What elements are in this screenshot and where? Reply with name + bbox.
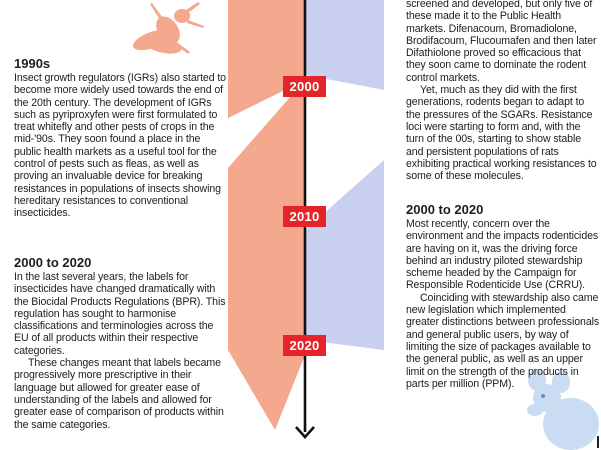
paragraph-legislation: Coinciding with stewardship also came new legislation which implemented greater distinctions between professionals and general public users, by way of limiting the size of packages available to the general public, as well as an upper limit on the strength of the products in parts per million (PPM). [406, 291, 600, 390]
page-edge-mark [597, 436, 599, 448]
year-badge-2000: 2000 [283, 76, 326, 97]
paragraph-resistance: Yet, much as they did with the first generations, rodents began to adapt to the pressures of the SGARs. Resistance loci were starting to form and, with the turn of the 00s, starting to show stable and persistent populations of rats exhibiting practical working resistances to some of these molecules. [406, 84, 597, 183]
left-column [14, 56, 226, 220]
section-heading-2000-2020-rodenticides: 2000 to 2020 [406, 202, 484, 217]
right-column-lower [406, 202, 600, 390]
left-column-lower [14, 255, 226, 431]
paragraph-bpr: In the last several years, the labels for insecticides have changed dramatically with the Biocidal Products Regulations (BPR). This regulation has sought to harmonise classifications and terminologies across the EU of all products within their respective categories. [14, 271, 226, 357]
paragraph-sgar-intro: screened and developed, but only five of these made it to the Public Health markets. Difenacoum, Bromadiolone, Brodifacoum, Flucoumafen and then later Difathiolone proved so efficacious that they soon came to dominate the rodent control markets. [406, 0, 597, 84]
section-heading-2000-2020-insecticides: 2000 to 2020 [14, 255, 92, 270]
right-column [406, 0, 600, 182]
paragraph-labels: These changes meant that labels became progressively more prescriptive in their language but allowed for greater ease of understanding of the labels and allowed for greater ease of comparison of products within the same categories. [14, 357, 224, 431]
year-badge-2020: 2020 [283, 335, 326, 356]
paragraph-crru: Most recently, concern over the environment and the impacts rodenticides are having on it, was the driving force behind an industry piloted stewardship scheme headed by the Campaign for Responsible Rodenticide Use (CRRU). [406, 218, 599, 292]
paragraph-igr: Insect growth regulators (IGRs) also started to become more widely used towards the end of the 20th century. The development of IGRs such as pyriproxyfen were first formulated to treat whitefly and other pests of crops in the mid-'90s. They soon found a place in the public health markets as a useful tool for the control of pests such as fleas, as well as proving an invaluable device for breaking resistances in populations of insects showing hereditary resistances to conventional insecticides. [14, 72, 226, 220]
year-badge-2010: 2010 [283, 206, 326, 227]
fly-icon [130, 0, 210, 58]
section-heading-1990s: 1990s [14, 56, 51, 71]
